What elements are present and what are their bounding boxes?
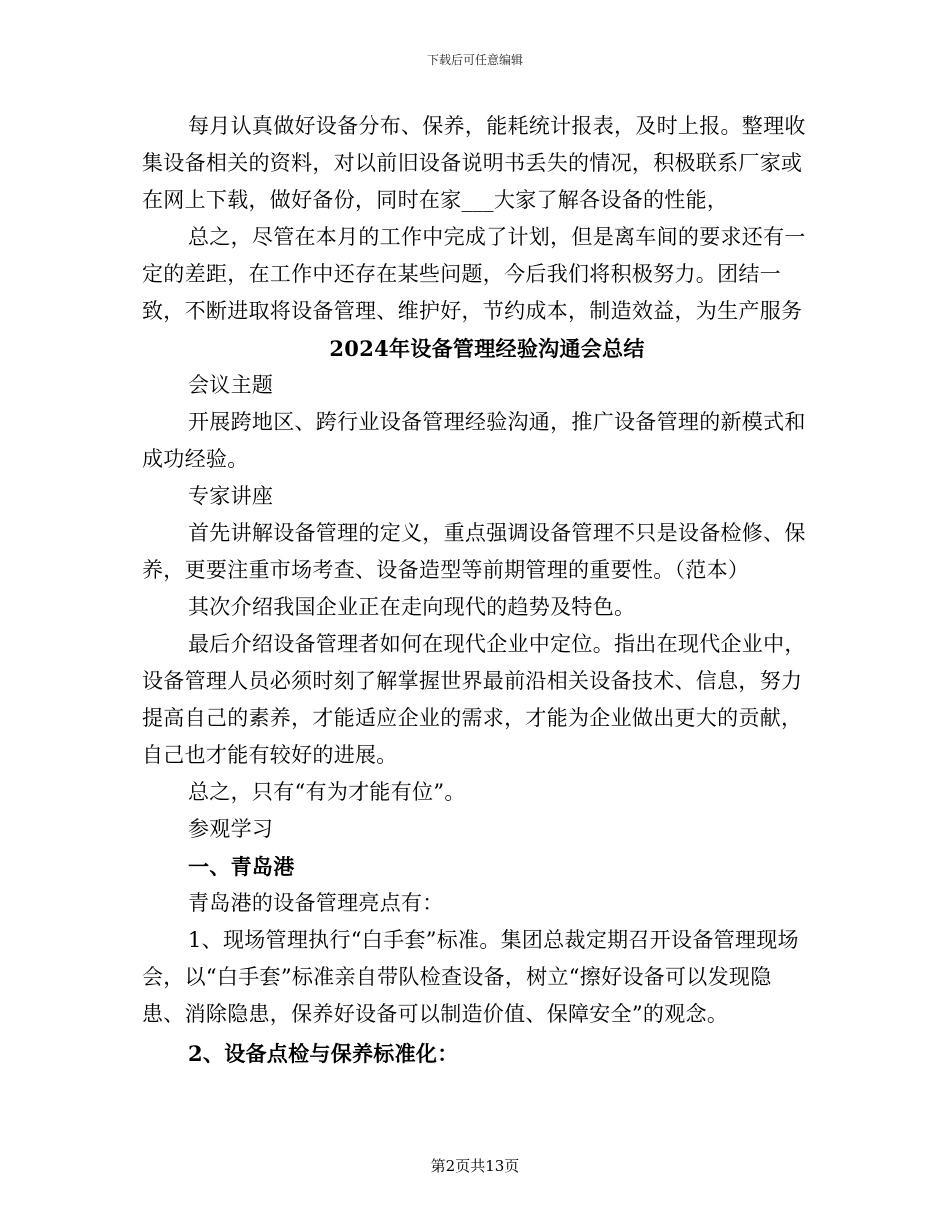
page-header: 下载后可任意编辑 <box>426 53 523 67</box>
paragraph: 最后介绍设备管理者如何在现代企业中定位。指出在现代企业中，设备管理人员必须时刻了解掌握世界最前沿相关设备技术、信息，努力提高自己的素养，才能适应企业的需求，才能为企业做出更大的贡献，自己也才能有较好的进展。 <box>142 632 806 767</box>
document-body <box>142 108 808 1072</box>
paragraph: 其次介绍我国企业正在走向现代的趋势及特色。 <box>188 595 636 619</box>
subheading-visit-study: 参观学习 <box>188 817 274 841</box>
section-title: 2024年设备管理经验沟通会总结 <box>329 336 645 361</box>
paragraph: 1、现场管理执行“白手套”标准。集团总裁定期召开设备管理现场会，以“白手套”标准亲自带队检查设备，树立“擦好设备可以发现隐患、消除隐患，保养好设备可以制造价值、保障安全”的观念。 <box>142 928 799 1026</box>
paragraph: 首先讲解设备管理的定义，重点强调设备管理不只是设备检修、保养，更要注重市场考查、设备造型等前期管理的重要性。（范本） <box>142 521 806 582</box>
heading-qingdao-port: 一、青岛港 <box>188 854 295 879</box>
subheading-expert-lecture: 专家讲座 <box>188 484 274 508</box>
page-footer: 第2页共13页 <box>430 1157 520 1175</box>
paragraph: 青岛港的设备管理亮点有： <box>188 891 444 915</box>
paragraph: 总之，尽管在本月的工作中完成了计划，但是离车间的要求还有一定的差距，在工作中还存在某些问题，今后我们将积极努力。团结一致，不断进取将设备管理、维护好，节约成本，制造效益，为生产服务 <box>142 225 806 323</box>
paragraph: 开展跨地区、跨行业设备管理经验沟通，推广设备管理的新模式和成功经验。 <box>142 410 806 471</box>
paragraph: 每月认真做好设备分布、保养，能耗统计报表，及时上报。整理收集设备相关的资料，对以前旧设备说明书丢失的情况，积极联系厂家或在网上下载，做好备份，同时在家___大家了解各设备的性能， <box>142 114 806 212</box>
subheading-meeting-theme: 会议主题 <box>188 373 274 397</box>
heading-standardization: 2、设备点检与保养标准化： <box>188 1041 459 1066</box>
paragraph: 总之，只有“有为才能有位”。 <box>188 780 466 804</box>
